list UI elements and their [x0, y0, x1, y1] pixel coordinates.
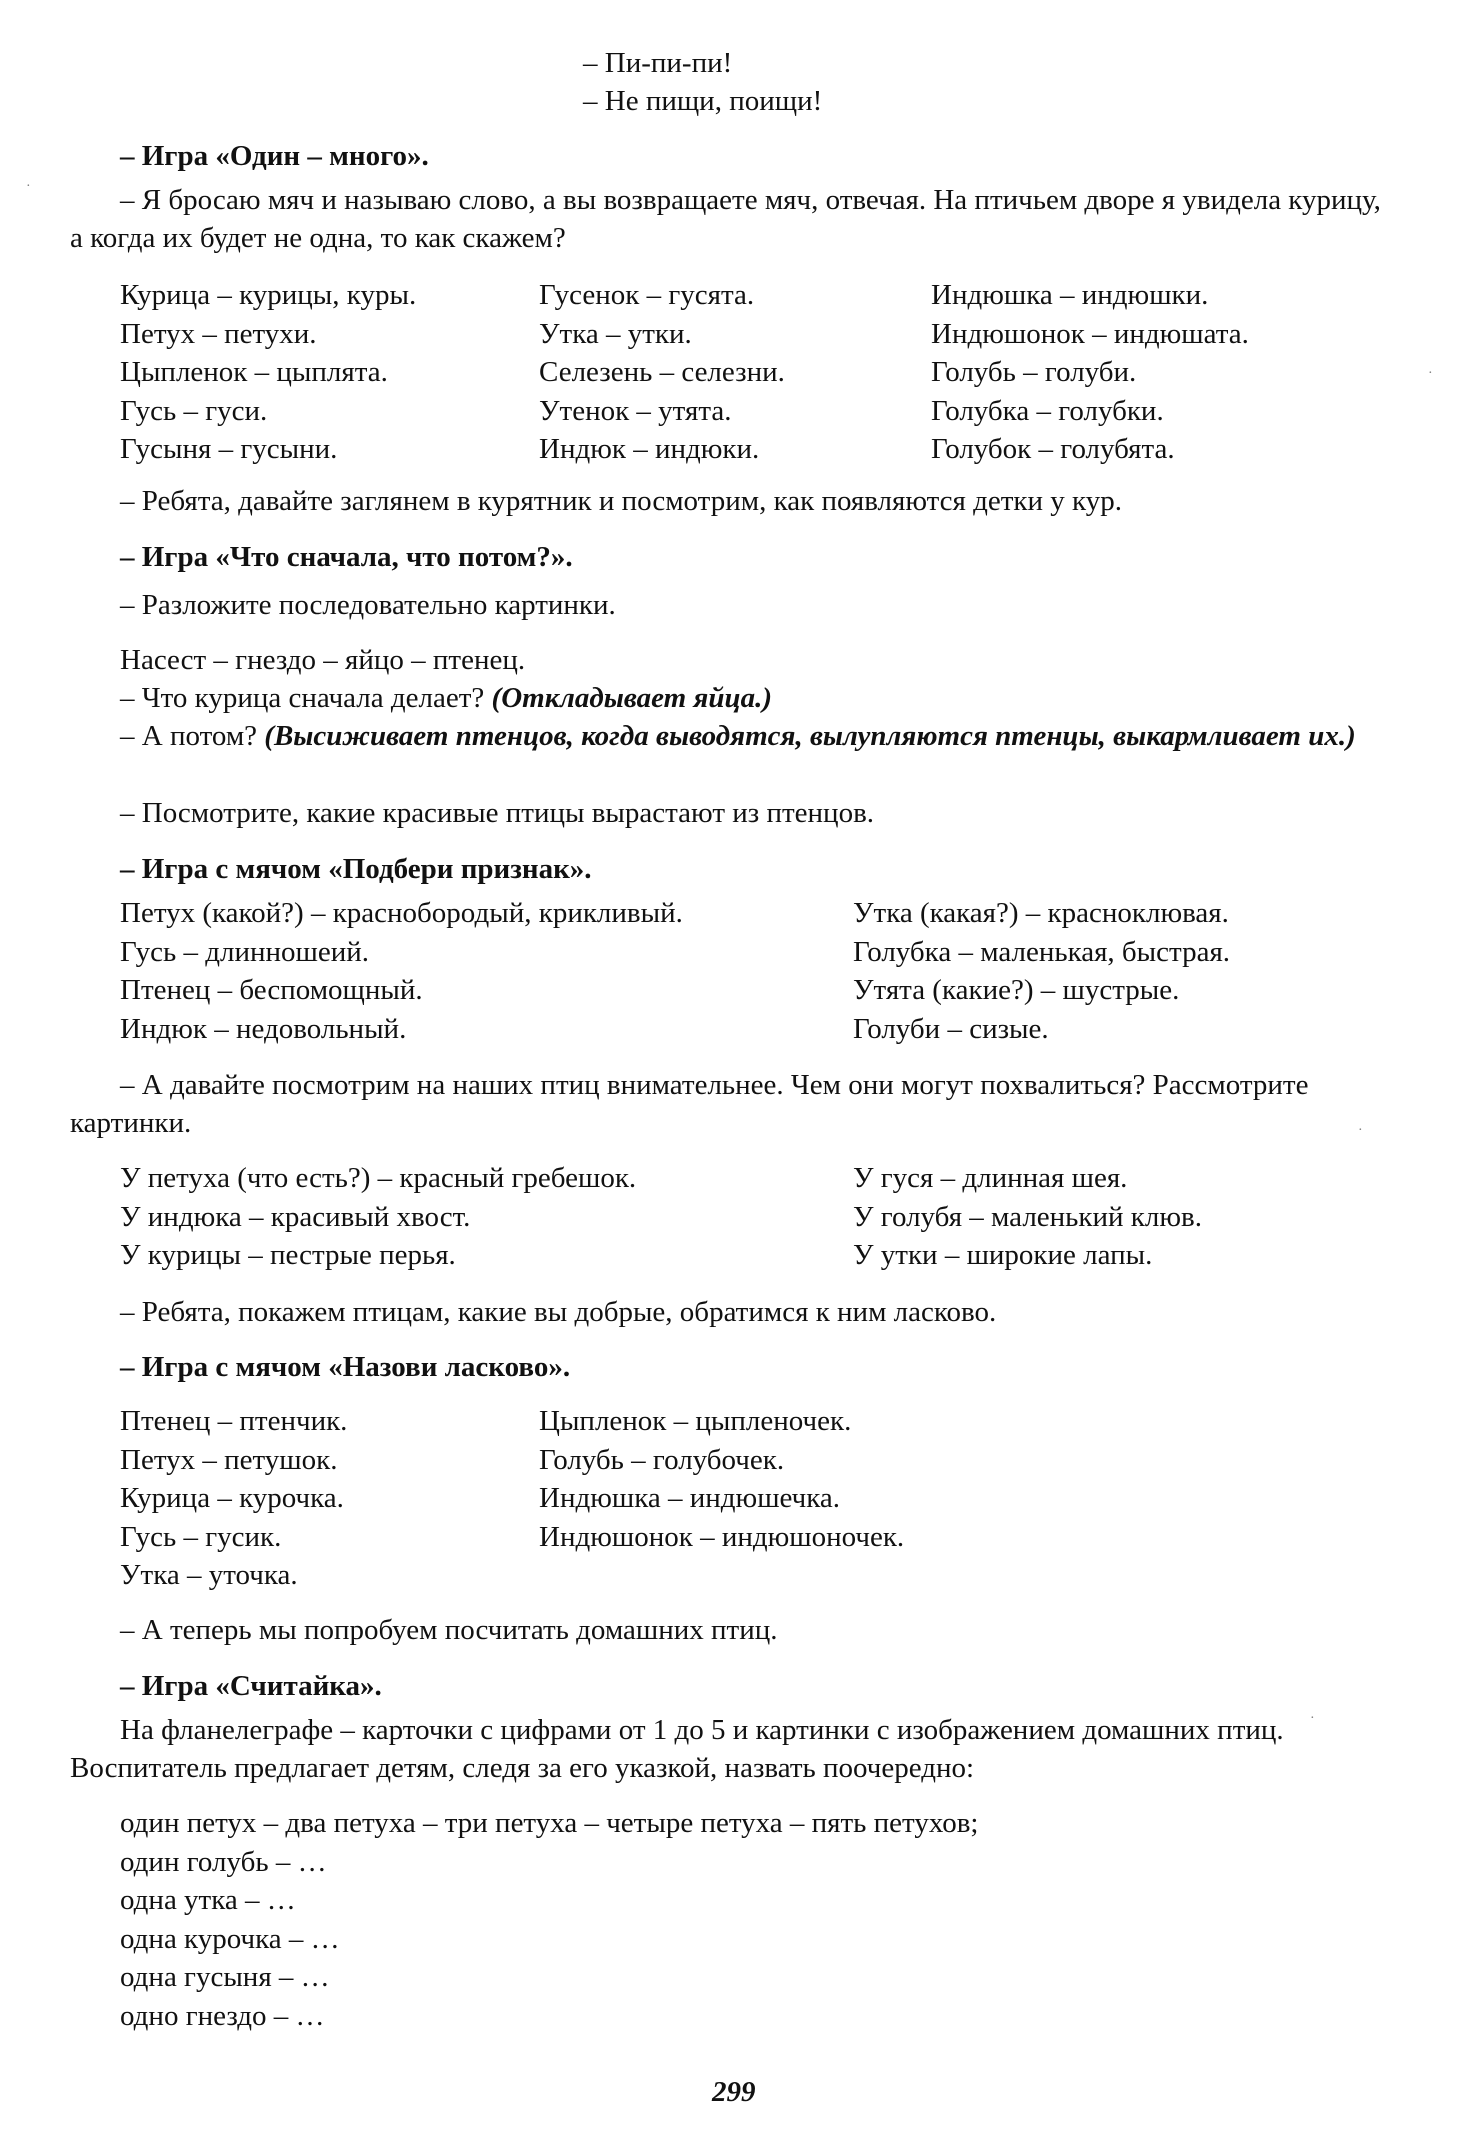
word-pair: Индюшонок – индюшата.: [931, 317, 1249, 350]
word-pair: Голубок – голубята.: [931, 433, 1175, 465]
paragraph: – А теперь мы попробуем посчитать домашних птиц.: [120, 1614, 778, 1646]
section-heading: – Игра «Что сначала, что потом?».: [120, 541, 573, 573]
phrase: У петуха (что есть?) – красный гребешок.: [120, 1162, 637, 1194]
phrase: Птенец – беспомощный.: [120, 974, 423, 1006]
word-column: [539, 276, 785, 469]
list-item: один голубь – …: [120, 1845, 327, 1878]
word-pair: Голубь – голубочек.: [539, 1443, 785, 1476]
list-item: один петух – два петуха – три петуха – четыре петуха – пять петухов;: [120, 1807, 979, 1839]
page-number: 299: [712, 2076, 756, 2108]
paragraph: – А давайте посмотрим на наших птиц внимательнее. Чем они могут похвалиться? Рассмотрите картинки.: [70, 1069, 1309, 1139]
scan-speck: ·: [26, 179, 31, 194]
word-pair: Индюшка – индюшечка.: [539, 1482, 841, 1514]
phrase: Голуби – сизые.: [853, 1012, 1049, 1045]
word-pair: Индюк – индюки.: [539, 433, 760, 465]
word-pair: Селезень – селезни.: [539, 356, 785, 388]
word-pair: Гусенок – гусята.: [539, 279, 755, 311]
dialogue-line: [70, 717, 1400, 755]
phrase: Индюк – недовольный.: [120, 1012, 407, 1045]
list-item: одна гусыня – …: [120, 1961, 330, 1993]
word-pair: Гусь – гуси.: [120, 394, 268, 427]
question: – А потом?: [120, 720, 258, 752]
phrase: Утята (какие?) – шустрые.: [853, 974, 1180, 1006]
word-pair: Гусь – гусик.: [120, 1520, 282, 1553]
section-heading: – Игра с мячом «Назови ласково».: [120, 1351, 571, 1383]
paragraph: – Посмотрите, какие красивые птицы вырастают из птенцов.: [120, 797, 875, 829]
word-column: [931, 276, 1249, 469]
section-heading: – Игра «Считайка».: [120, 1670, 382, 1702]
word-pair: Утка – утки.: [539, 317, 692, 350]
word-column: [539, 1402, 904, 1556]
word-pair: Курица – курочка.: [120, 1482, 344, 1514]
word-pair: Петух – петушок.: [120, 1443, 338, 1476]
paragraph: – Я бросаю мяч и называю слово, а вы возвращаете мяч, отвечая. На птичьем дворе я увидела курицу, а когда их будет не одна, то как скажем?: [70, 184, 1381, 254]
section-heading: – Игра «Один – много».: [120, 140, 429, 172]
count-list: [120, 1804, 978, 2035]
phrase: Голубка – маленькая, быстрая.: [853, 935, 1231, 968]
word-column: [120, 894, 683, 1048]
paragraph: – Ребята, давайте заглянем в курятник и посмотрим, как появляются детки у кур.: [120, 485, 1122, 517]
list-item: одно гнездо – …: [120, 1999, 325, 2032]
paragraph: – Разложите последовательно картинки.: [120, 589, 616, 621]
word-pair: Петух – петухи.: [120, 317, 317, 350]
word-column: [853, 1159, 1202, 1275]
list-item: одна утка – …: [120, 1884, 296, 1916]
word-pair: Голубь – голуби.: [931, 356, 1137, 388]
phrase: У индюка – красивый хвост.: [120, 1200, 471, 1233]
scan-speck: ·: [1358, 1123, 1363, 1138]
scan-speck: ·: [1428, 366, 1433, 381]
phrase: У утки – широкие лапы.: [853, 1239, 1153, 1271]
word-pair: Голубка – голубки.: [931, 394, 1164, 427]
word-pair: Индюшонок – индюшоночек.: [539, 1520, 905, 1553]
phrase: Петух (какой?) – краснобородый, крикливый.: [120, 897, 683, 929]
word-pair: Цыпленок – цыплята.: [120, 356, 388, 388]
list-item: одна курочка – …: [120, 1922, 340, 1955]
answer: (Откладывает яйца.): [491, 682, 773, 714]
dialogue-line: [120, 679, 772, 717]
word-column: [120, 276, 416, 469]
phrase: У курицы – пестрые перья.: [120, 1239, 456, 1271]
phrase: Утка (какая?) – красноклювая.: [853, 897, 1229, 929]
paragraph: На фланелеграфе – карточки с цифрами от 1 до 5 и картинки с изображением домашних птиц. Воспитатель предлагает детям, следя за его указкой, назвать поочередно:: [70, 1714, 1284, 1784]
phrase: У голубя – маленький клюв.: [853, 1200, 1202, 1233]
word-pair: Цыпленок – цыпленочек.: [539, 1405, 852, 1437]
dialogue-line: – Не пищи, поищи!: [583, 85, 823, 117]
word-pair: Курица – курицы, куры.: [120, 279, 417, 311]
scan-speck: ·: [1310, 1711, 1315, 1726]
word-pair: Утка – уточка.: [120, 1559, 298, 1591]
sequence-line: Насест – гнездо – яйцо – птенец.: [120, 644, 526, 676]
answer: (Высиживает птенцов, когда выводятся, вылупляются птенцы, выкармливает их.): [264, 720, 1356, 752]
word-pair: Индюшка – индюшки.: [931, 279, 1209, 311]
word-column: [120, 1402, 347, 1595]
paragraph: – Ребята, покажем птицам, какие вы добрые, обратимся к ним ласково.: [120, 1296, 997, 1328]
word-column: [120, 1159, 636, 1275]
phrase: У гуся – длинная шея.: [853, 1162, 1128, 1194]
word-pair: Утенок – утята.: [539, 394, 732, 427]
phrase: Гусь – длинношеий.: [120, 935, 370, 968]
dialogue-line: – Пи-пи-пи!: [583, 47, 733, 79]
word-column: [853, 894, 1230, 1048]
question: – Что курица сначала делает?: [120, 682, 485, 714]
word-pair: Гусыня – гусыни.: [120, 433, 338, 465]
word-pair: Птенец – птенчик.: [120, 1405, 348, 1437]
section-heading: – Игра с мячом «Подбери признак».: [120, 853, 592, 885]
